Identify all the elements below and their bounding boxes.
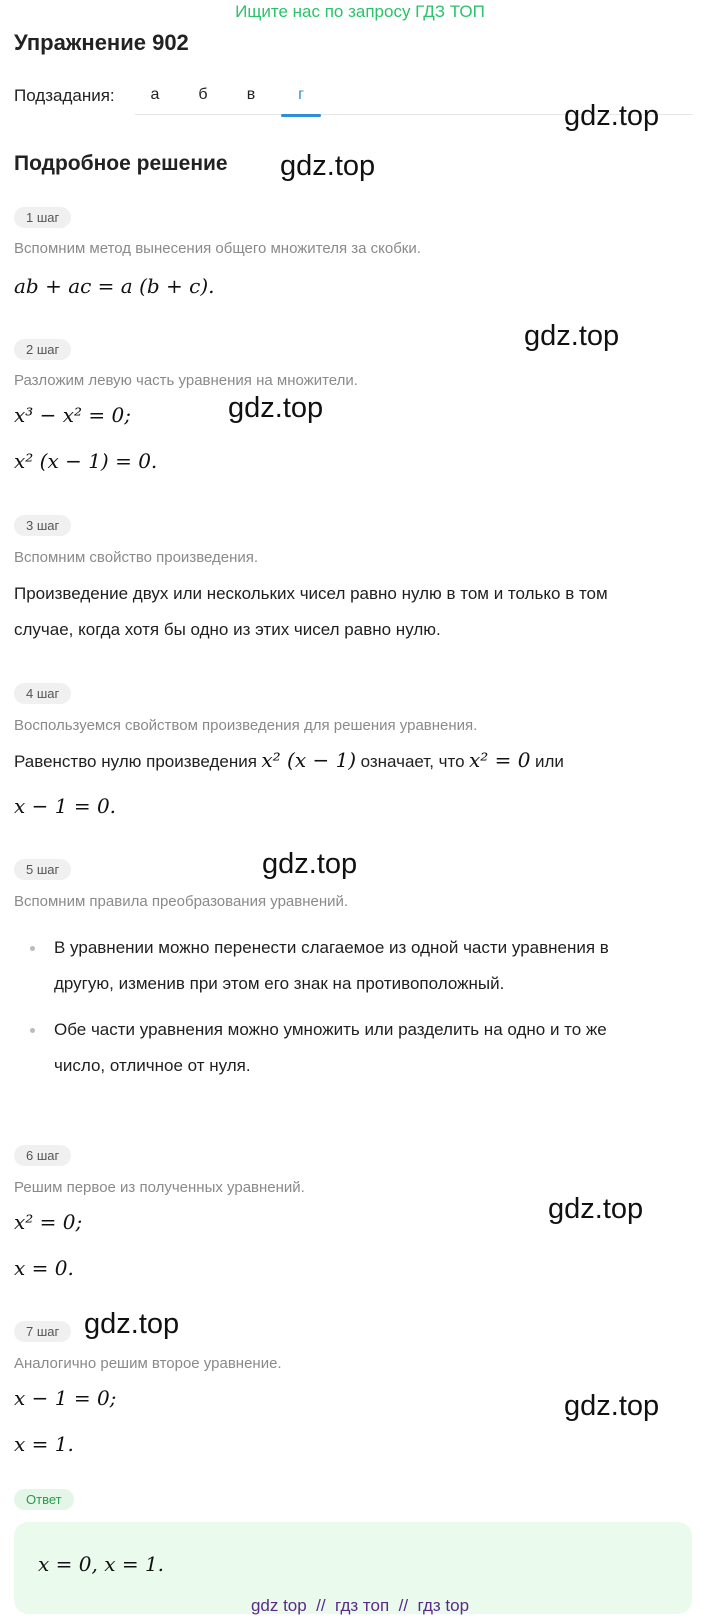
watermark: gdz.top <box>524 320 620 352</box>
step-hint: Разложим левую часть уравнения на множители. <box>14 372 358 389</box>
step-mixed-line <box>14 748 564 772</box>
section-title: Подробное решение <box>14 152 228 175</box>
bullet-text: другую, изменив при этом его знак на противоположный. <box>54 974 505 993</box>
tab-v[interactable]: в <box>246 86 256 103</box>
math-line: x² = 0; <box>14 1210 83 1234</box>
math-line: x = 0. <box>14 1256 74 1280</box>
math-line: x = 1. <box>14 1432 74 1456</box>
subtasks-label: Подзадания: <box>14 86 115 105</box>
math-inline: x² = 0 <box>469 748 531 772</box>
step-pill: 3 шаг <box>14 515 71 536</box>
math-line: x² (x − 1) = 0. <box>14 449 158 473</box>
step-pill: 5 шаг <box>14 859 71 880</box>
watermark: gdz.top <box>564 100 660 132</box>
math-line: x³ − x² = 0; <box>14 403 132 427</box>
bullet-text: В уравнении можно перенести слагаемое из одной части уравнения в <box>54 938 609 957</box>
step-pill: 1 шаг <box>14 207 71 228</box>
watermark: gdz.top <box>280 150 376 182</box>
tab-g[interactable]: г <box>281 86 321 104</box>
step-pill: 4 шаг <box>14 683 71 704</box>
watermark: gdz.top <box>548 1193 644 1225</box>
math-line: x − 1 = 0. <box>14 794 117 818</box>
step-hint: Вспомним свойство произведения. <box>14 549 259 566</box>
answer-pill: Ответ <box>14 1489 74 1510</box>
bullet-text: число, отличное от нуля. <box>54 1056 251 1075</box>
bullet-text: Обе части уравнения можно умножить или разделить на одно и то же <box>54 1020 607 1039</box>
math-inline: x² (x − 1) <box>261 748 357 772</box>
watermark: gdz.top <box>262 848 358 880</box>
step-hint: Аналогично решим второе уравнение. <box>14 1355 282 1372</box>
watermark: gdz.top <box>564 1390 660 1422</box>
tab-a[interactable]: а <box>150 86 160 103</box>
step-pill: 6 шаг <box>14 1145 71 1166</box>
tab-b[interactable]: б <box>198 86 208 103</box>
step-hint: Вспомним метод вынесения общего множителя за скобки. <box>14 240 421 257</box>
promo-link[interactable]: Ищите нас по запросу ГДЗ ТОП <box>235 2 485 21</box>
step-pill: 2 шаг <box>14 339 71 360</box>
step-text: Произведение двух или нескольких чисел равно нулю в том и только в том <box>14 584 608 603</box>
page-title: Упражнение 902 <box>14 30 189 55</box>
footer-links[interactable]: gdz top // гдз топ // гдз top <box>250 1596 470 1615</box>
step-text: Равенство нулю произведения <box>14 752 257 771</box>
math-line: ab + ac = a (b + c). <box>14 274 215 298</box>
step-text: случае, когда хотя бы одно из этих чисел равно нулю. <box>14 620 441 639</box>
watermark: gdz.top <box>228 392 324 424</box>
step-hint: Вспомним правила преобразования уравнений. <box>14 893 349 910</box>
bullet-dot <box>30 946 35 951</box>
math-line: x − 1 = 0; <box>14 1386 117 1410</box>
step-hint: Воспользуемся свойством произведения для решения уравнения. <box>14 717 478 734</box>
bullet-dot <box>30 1028 35 1033</box>
step-text: или <box>534 752 564 771</box>
answer-value: x = 0, x = 1. <box>38 1552 165 1576</box>
watermark: gdz.top <box>84 1308 180 1340</box>
step-hint: Решим первое из полученных уравнений. <box>14 1179 305 1196</box>
step-text: означает, что <box>360 752 465 771</box>
step-pill: 7 шаг <box>14 1321 71 1342</box>
